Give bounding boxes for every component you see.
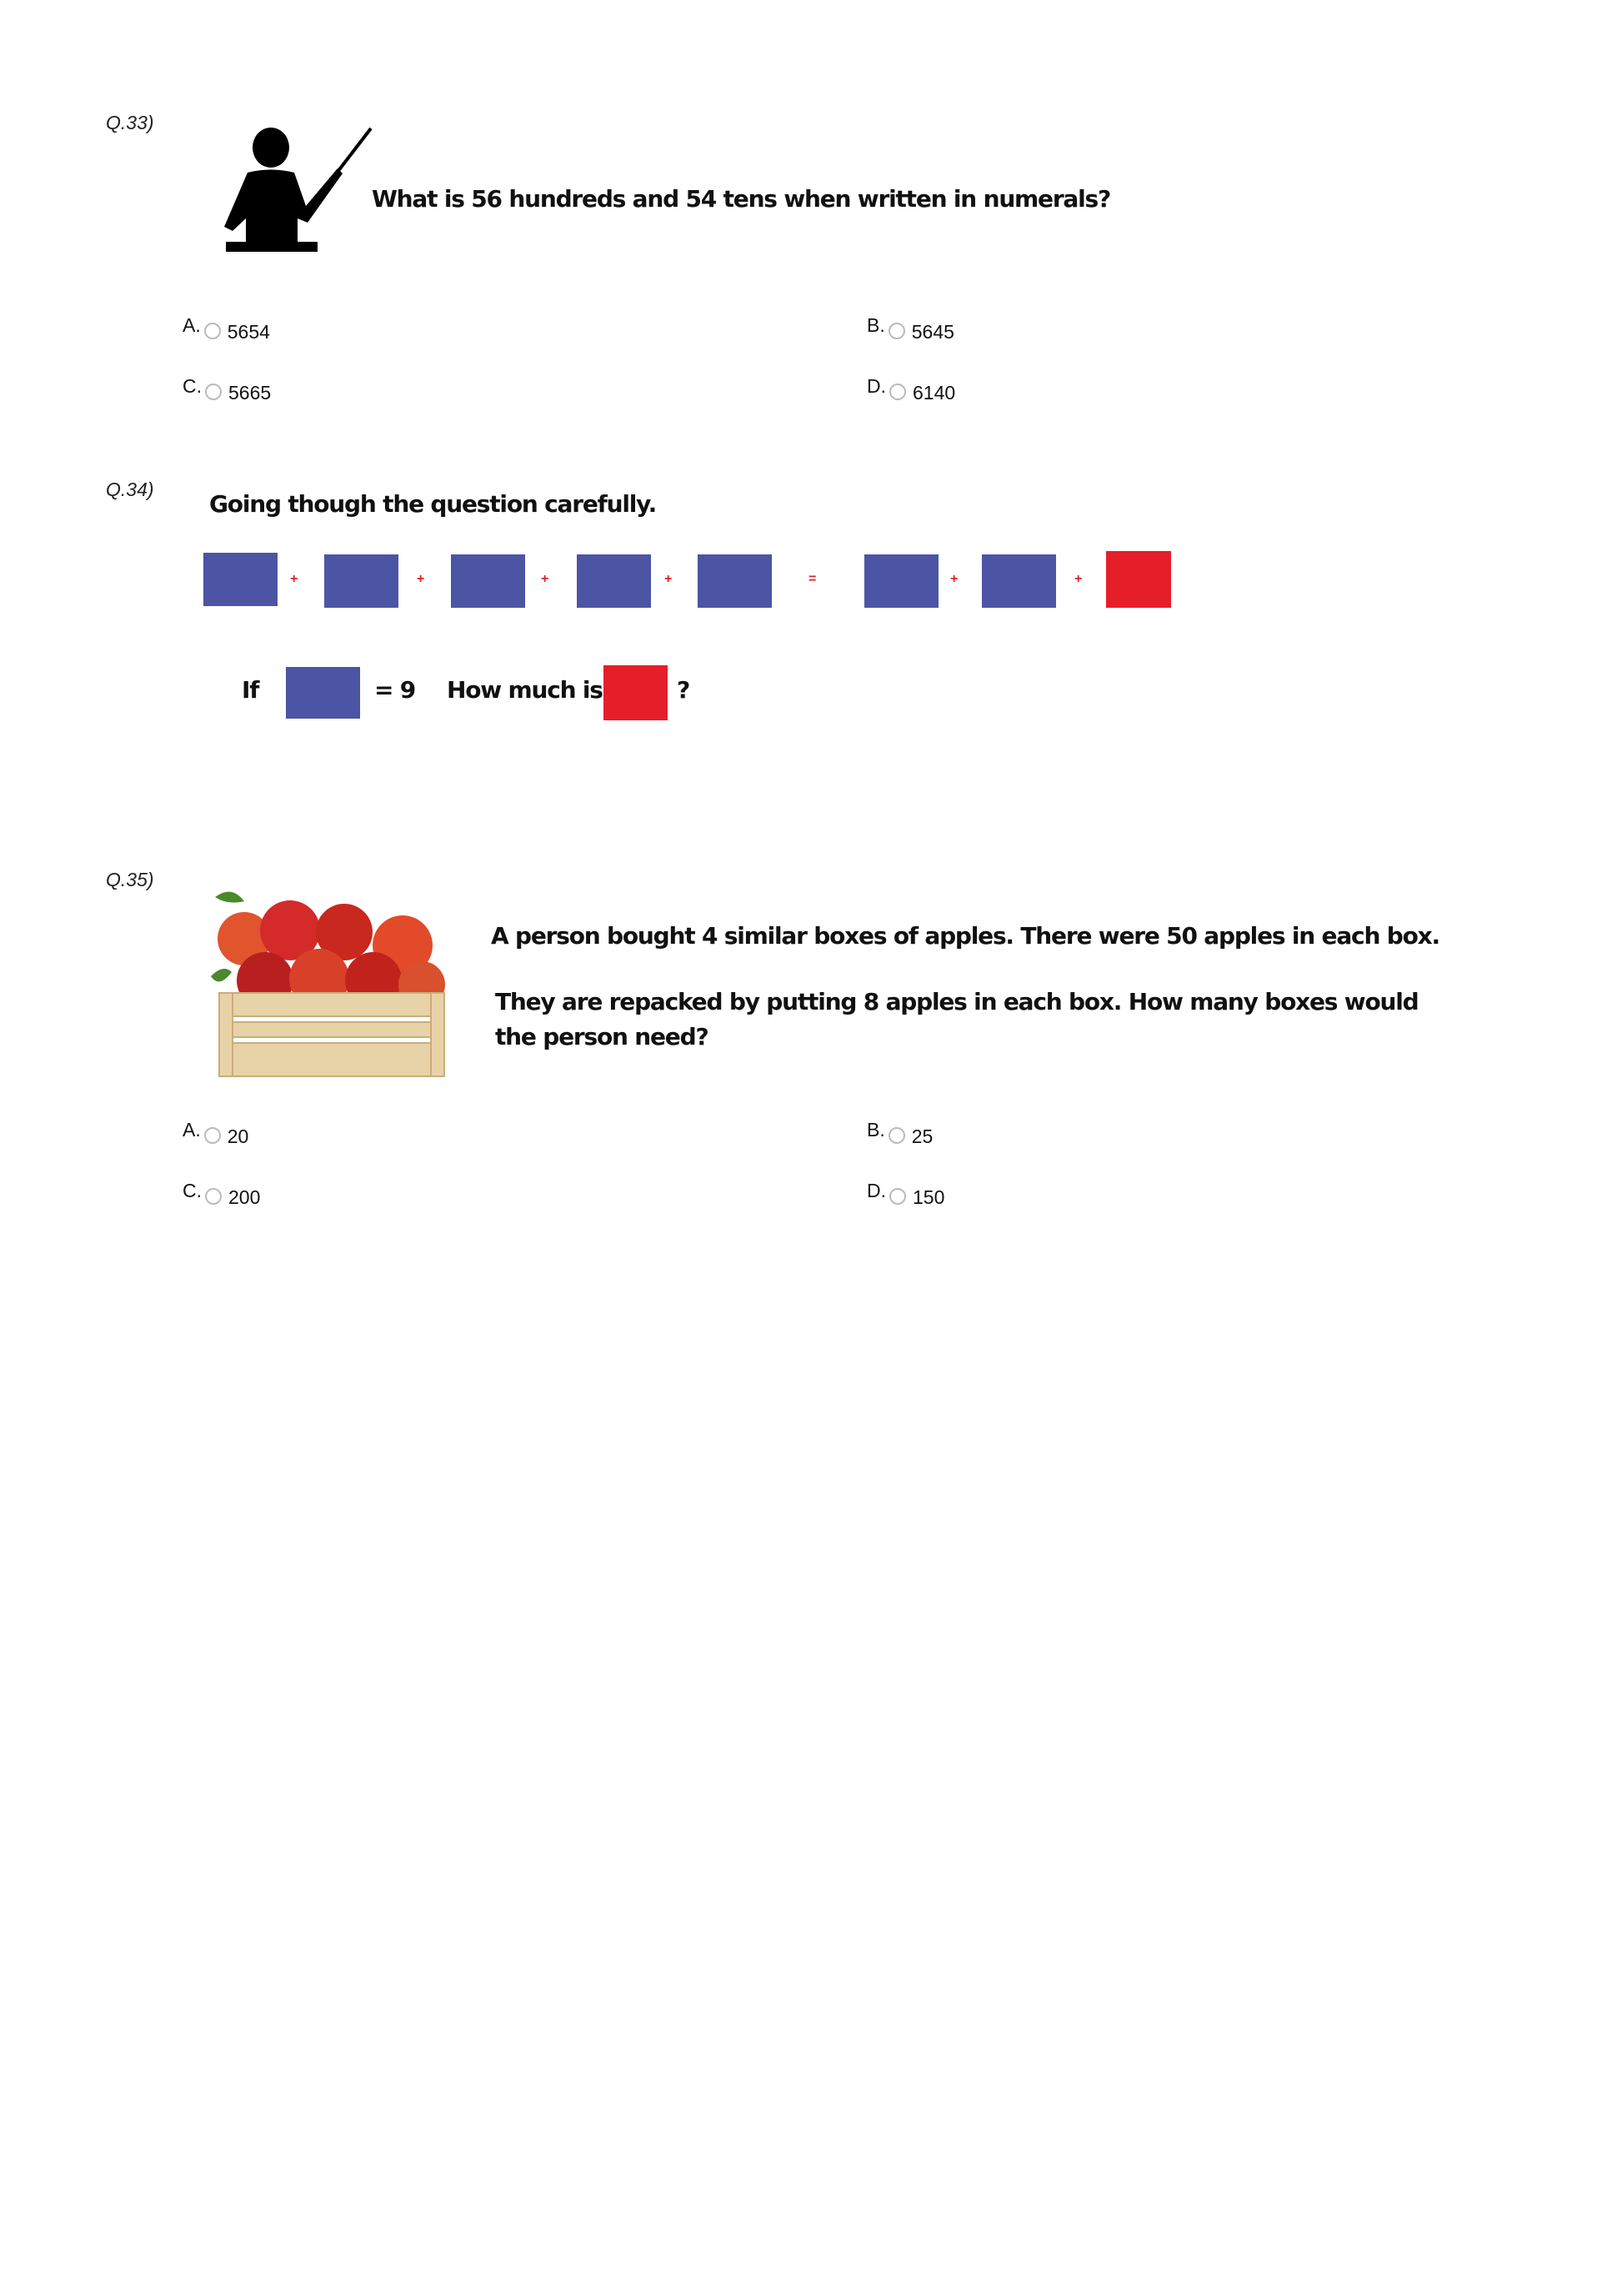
radio-button[interactable] [889, 1127, 905, 1144]
plus-sign: + [541, 572, 549, 586]
option-d[interactable] [867, 1180, 945, 1209]
option-letter: C. [183, 375, 202, 397]
option-value: 200 [228, 1186, 261, 1208]
option-value: 150 [913, 1186, 945, 1208]
option-a[interactable] [183, 314, 270, 343]
option-letter: B. [867, 1119, 885, 1140]
plus-sign: + [664, 572, 673, 586]
apple-crate-image [207, 880, 455, 1082]
option-d[interactable] [867, 375, 956, 404]
radio-button[interactable] [204, 1127, 221, 1144]
question-number: Q.33) [106, 112, 154, 133]
option-letter: D. [867, 1180, 886, 1201]
plus-sign: + [1074, 572, 1083, 586]
option-value: 6140 [913, 382, 956, 404]
red-square [603, 665, 668, 720]
blue-square [864, 554, 939, 608]
question-title: Going though the question carefully. [209, 490, 657, 518]
radio-button[interactable] [204, 323, 221, 339]
option-value: 20 [227, 1125, 249, 1147]
plus-sign: + [950, 572, 959, 586]
blue-square [203, 553, 278, 606]
question-text-line1: A person bought 4 similar boxes of apples. There were 50 apples in each box. [491, 922, 1439, 950]
radio-button[interactable] [205, 1188, 222, 1205]
plus-sign: + [290, 572, 298, 586]
plus-sign: + [417, 572, 425, 586]
option-c[interactable] [183, 375, 272, 404]
question-number: Q.35) [106, 869, 154, 890]
option-value: 5654 [227, 321, 270, 343]
question-number: Q.34) [106, 479, 154, 500]
option-letter: A. [183, 314, 201, 336]
option-b[interactable] [867, 314, 954, 343]
blue-square [982, 554, 1056, 608]
if-label: If [242, 676, 259, 704]
option-value: 25 [911, 1125, 934, 1147]
question-text: What is 56 hundreds and 54 tens when written in numerals? [372, 185, 1111, 213]
red-square [1106, 551, 1171, 608]
teacher-pointer-icon [214, 127, 373, 253]
option-c[interactable] [183, 1180, 261, 1209]
option-b[interactable] [867, 1119, 934, 1148]
option-letter: A. [183, 1119, 201, 1140]
blue-square [698, 554, 772, 608]
option-letter: C. [183, 1180, 202, 1201]
blue-square [324, 554, 398, 608]
radio-button[interactable] [889, 1188, 906, 1205]
option-letter: B. [867, 314, 885, 336]
question-mark: ? [677, 676, 690, 704]
equals-sign: = [808, 572, 817, 586]
radio-button[interactable] [205, 384, 222, 400]
how-much-label: How much is [447, 676, 603, 704]
radio-button[interactable] [889, 384, 906, 400]
radio-button[interactable] [889, 323, 905, 339]
blue-square [286, 667, 360, 719]
blue-square [451, 554, 525, 608]
blue-square [577, 554, 651, 608]
option-value: 5645 [911, 321, 954, 343]
option-a[interactable] [183, 1119, 249, 1148]
equals-value: = 9 [374, 676, 416, 704]
option-value: 5665 [228, 382, 272, 404]
question-text-line2: They are repacked by putting 8 apples in each box. How many boxes would the person need? [495, 988, 1419, 1050]
option-letter: D. [867, 375, 886, 397]
